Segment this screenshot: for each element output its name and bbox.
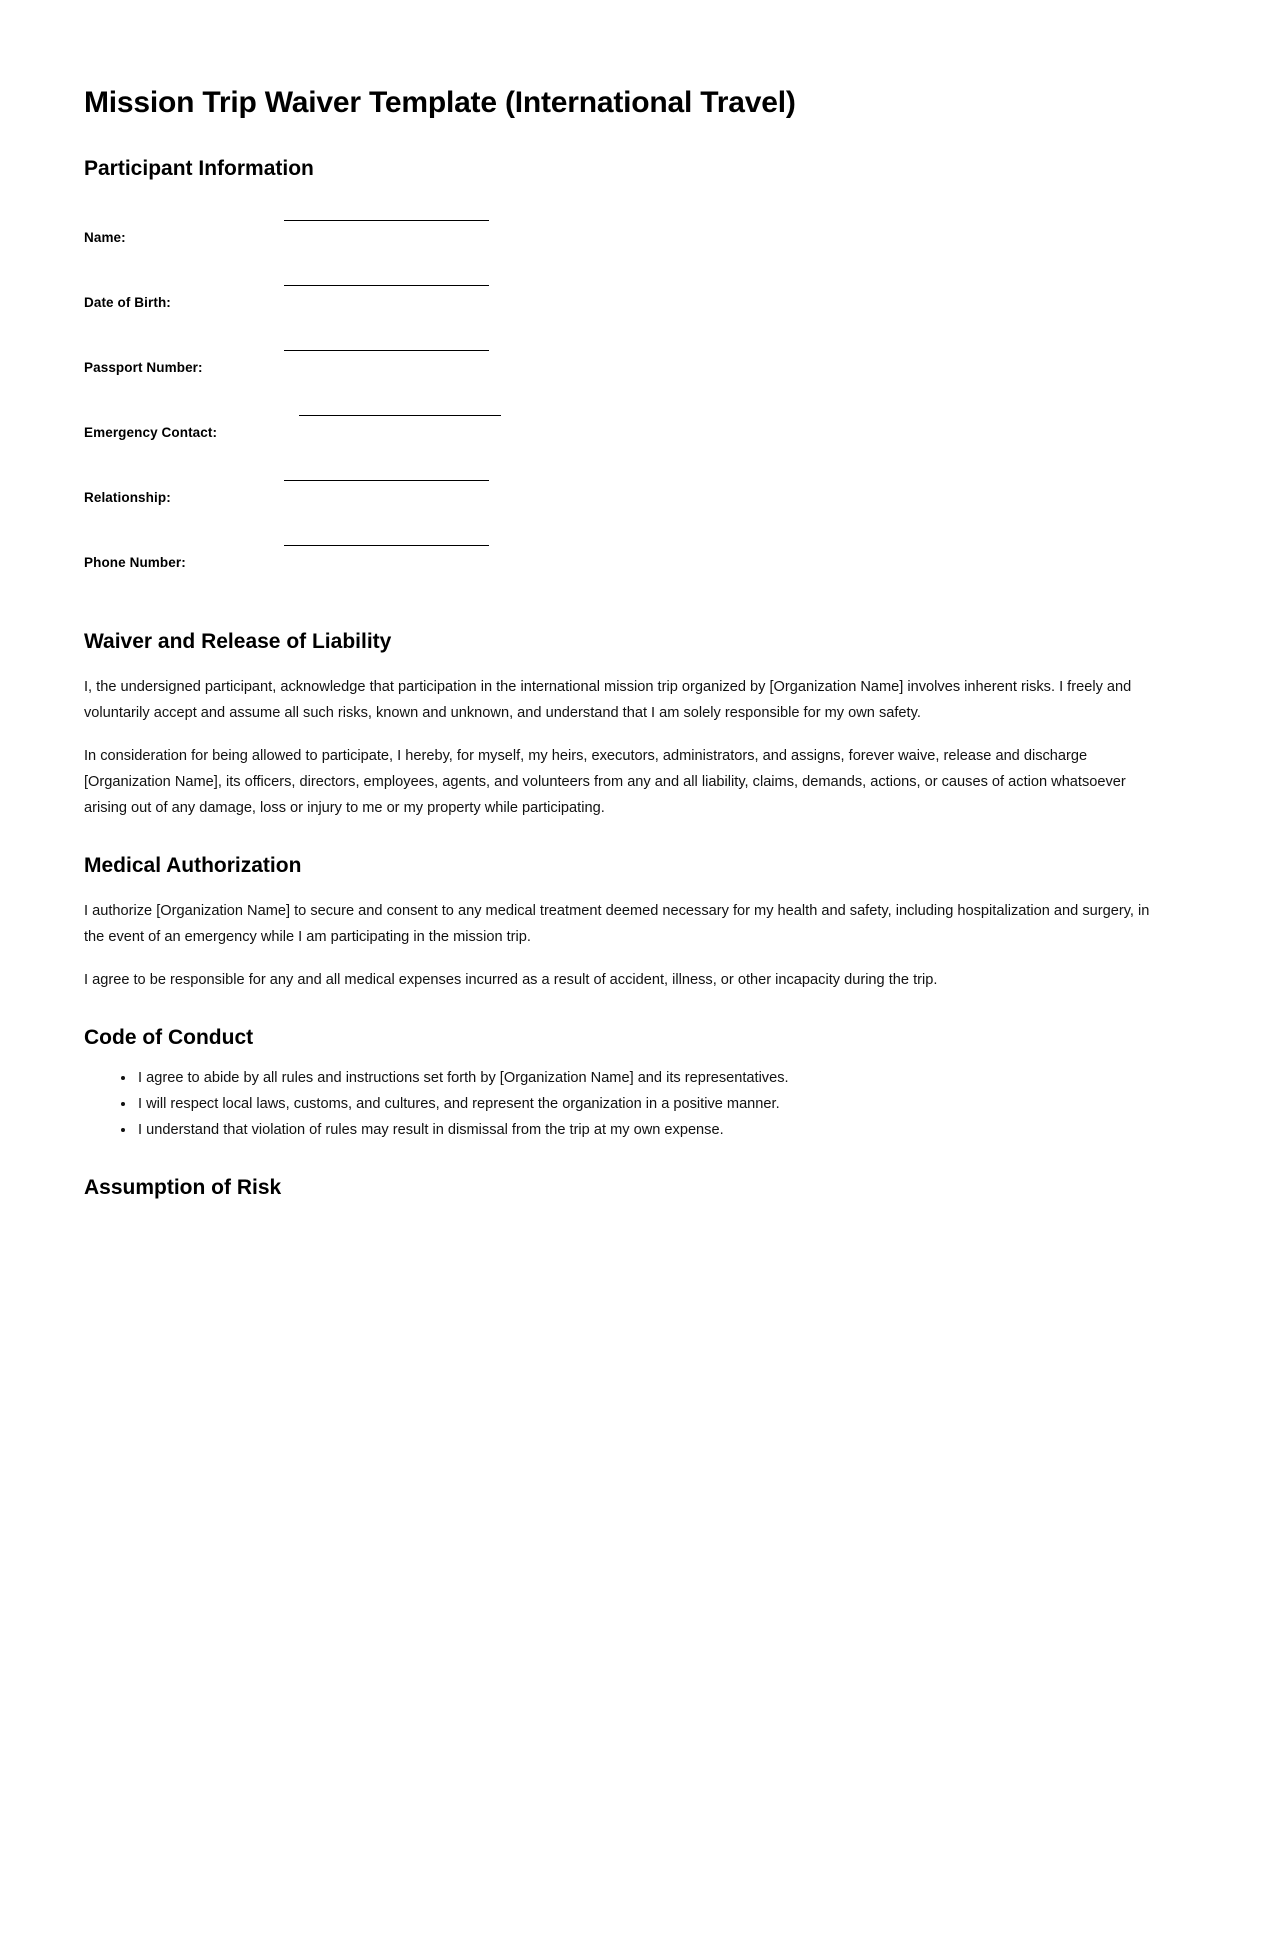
waiver-paragraph-2: In consideration for being allowed to participate, I hereby, for myself, my heirs, executors, administrators, and assigns, forever waive, release and discharge [Organization Name], its officers, directors, employees, agents, and volunteers from any and all liability, claims, demands, actions, or causes of action whatsoever arising out of any damage, loss or injury to me or my property while participating. (84, 748, 1126, 816)
code-of-conduct-list (84, 1051, 1154, 1141)
section-heading-assumption-of-risk: Assumption of Risk (84, 1176, 282, 1200)
section-heading-code-of-conduct: Code of Conduct (84, 1026, 254, 1050)
list-item: I agree to abide by all rules and instructions set forth by [Organization Name] and its representatives. (138, 1067, 1154, 1090)
list-item: I understand that violation of rules may result in dismissal from the trip at my own expense. (138, 1119, 1154, 1142)
page-trailing-space (84, 1202, 1154, 1842)
field-label-name: Name: (84, 229, 126, 245)
participant-information-fields (84, 208, 1154, 598)
section-heading-participant-information: Participant Information (84, 156, 314, 180)
field-label-passport-number: Passport Number: (84, 359, 203, 375)
section-heading-waiver-and-release-of-liability: Waiver and Release of Liability (84, 629, 392, 653)
relationship-input-rule[interactable] (284, 480, 489, 481)
section-heading-medical-authorization: Medical Authorization (84, 853, 302, 877)
field-row-emergency-contact (84, 403, 1154, 468)
medical-paragraph-2: I agree to be responsible for any and all medical expenses incurred as a result of accident, illness, or other incapacity during the trip. (84, 972, 938, 989)
field-label-phone-number: Phone Number: (84, 554, 186, 570)
list-item: I will respect local laws, customs, and cultures, and represent the organization in a positive manner. (138, 1093, 1154, 1116)
field-label-emergency-contact: Emergency Contact: (84, 424, 218, 440)
field-row-name (84, 208, 1154, 273)
emergency-contact-input-rule[interactable] (299, 415, 501, 416)
date-of-birth-input-rule[interactable] (284, 285, 489, 286)
field-row-relationship (84, 468, 1154, 533)
waiver-paragraph-1: I, the undersigned participant, acknowledge that participation in the international mission trip organized by [Organization Name] involves inherent risks. I freely and voluntarily accept and assume all such risks, known and unknown, and understand that I am solely responsible for my own safety. (84, 679, 1132, 722)
passport-number-input-rule[interactable] (284, 350, 489, 351)
phone-number-input-rule[interactable] (284, 545, 489, 546)
field-label-relationship: Relationship: (84, 489, 171, 505)
field-row-passport-number (84, 338, 1154, 403)
medical-paragraph-1: I authorize [Organization Name] to secure and consent to any medical treatment deemed necessary for my health and safety, including hospitalization and surgery, in the event of an emergency while I am participating in the mission trip. (84, 903, 1150, 946)
field-row-date-of-birth (84, 273, 1154, 338)
name-input-rule[interactable] (284, 220, 489, 221)
document-content (84, 0, 1154, 1842)
field-row-phone-number (84, 533, 1154, 598)
field-label-date-of-birth: Date of Birth: (84, 294, 171, 310)
page-title: Mission Trip Waiver Template (International Travel) (84, 86, 796, 119)
